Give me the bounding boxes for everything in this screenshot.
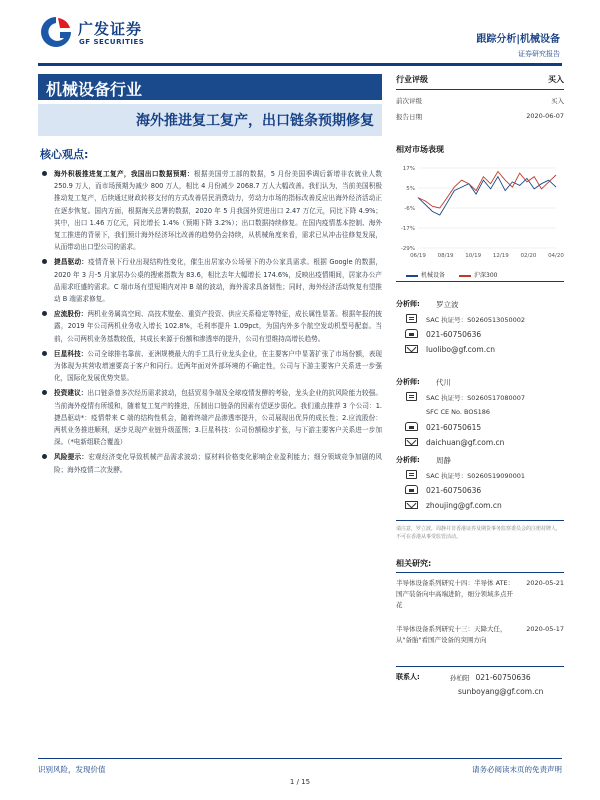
market-chart-svg [396, 160, 564, 266]
y-tick-label: 5% [406, 186, 415, 192]
paragraph-text: 宏观经济变化导致机械产品需求波动；原材料价格变化影响企业盈利能力；细分领域竞争加剧的风险；海外疫情二次发酵。 [54, 453, 383, 474]
contact-block [396, 666, 564, 696]
legend-label: 沪深300 [474, 272, 498, 279]
analyst-name: 代川 [436, 377, 451, 387]
paragraph-lead: 巨星科技： [54, 349, 88, 358]
contact-row [396, 672, 564, 682]
analyst-sac: SAC 执证号：S0260517080007 [426, 393, 526, 402]
core-paragraph [40, 387, 382, 448]
chart-legend [406, 270, 497, 279]
analyst-sac: SAC 执证号：S0260513050002 [426, 315, 526, 324]
analyst-name-row: 分析师: 罗立波 [396, 299, 459, 309]
logo-en-text: GF SECURITIES [79, 38, 145, 46]
series-line-machinery [418, 177, 556, 215]
paragraph-text: 两机业务属高空间、高技术壁垒、重资产投资、供应关系稳定等特征，成长属性显著。根据年报的披露，2019 年公司两机业务收入增长 102.8%，毛利率提升 1.09pct，为国内外多个航空发动机型号配套。当前，公司两机业务基数较低，其成长来源于份额和渗透率的提升，公司有望维持高增长趋势。 [54, 310, 383, 343]
analyst-sac-row [396, 391, 564, 403]
market-chart [396, 160, 564, 282]
paragraph-text: 出口链条曾多次经历需求波动，包括贸易争端及全球疫情发酵的考验，龙头企业的抗风险能力较强。当前海外疫情有所缓和，随着复工复产的推进，压制出口链条的因素有望逐步弱化。我们重点推荐 3 个公司：1.捷昌驱动*：疫情带来 C 端的结构性机会，随着终端产品渗透率提升，公司展现出优异的成长性；2.应流股份：两机业务推进顺利，逐步兑现产业链升级蓝图；3.巨星科技：公司份额稳步扩张，与下游主要客户关系进一步加深。（*电新组联合覆盖） [54, 389, 383, 447]
market-title: 相对市场表现 [396, 145, 444, 154]
analyst-email-row [396, 436, 564, 448]
rating-value: 买入 [548, 75, 564, 84]
analyst-sfc-row [396, 406, 564, 418]
analyst-email[interactable]: zhoujing@gf.com.cn [426, 500, 502, 510]
analyst-phone-row [396, 328, 564, 340]
contact-phone: 021-60750636 [475, 672, 531, 682]
core-paragraph [40, 168, 382, 253]
phone-icon [404, 422, 420, 432]
certificate-icon [404, 470, 420, 480]
analyst-phone-row [396, 484, 564, 496]
report-date-value: 2020-06-07 [526, 112, 564, 120]
logo-cn-text: 广发证券 [78, 20, 143, 38]
x-tick-label: 12/19 [492, 253, 509, 259]
analyst-name: 罗立波 [436, 299, 459, 309]
core-paragraph [40, 256, 382, 305]
paragraph-lead: 风险提示： [54, 453, 89, 462]
legend-label: 机械设备 [421, 272, 446, 279]
y-tick-label: -6% [404, 206, 415, 212]
report-sub: 证券研究报告 [518, 50, 560, 58]
analyst-email[interactable]: daichuan@gf.com.cn [426, 437, 505, 447]
related-research-text[interactable]: 半导体设备系列研究十四：半导体 ATE：国产装备向中高端进阶，细分领域多点开花 [396, 579, 515, 609]
x-tick-label: 10/19 [465, 253, 482, 259]
related-research-title: 相关研究: [396, 558, 564, 573]
analyst-email-row [396, 343, 564, 355]
prev-rating-value: 买入 [551, 97, 564, 105]
core-paragraph [40, 308, 382, 345]
related-research-item[interactable] [396, 624, 564, 646]
email-icon [404, 437, 420, 447]
certificate-icon [404, 392, 420, 402]
prev-rating-label: 前次评级 [396, 97, 422, 105]
rating-title: 行业评级 [396, 75, 428, 84]
analyst-name-row: 分析师: 周静 [396, 455, 451, 465]
bullet-icon [42, 259, 47, 264]
analyst-sac-row [396, 313, 564, 325]
core-views-title: 核心观点: [40, 148, 89, 161]
bullet-icon [42, 171, 47, 176]
x-tick-label: 08/19 [437, 253, 454, 259]
paragraph-text: 公司全球排名靠前、亚洲规模最大的手工具行业龙头企业，在主要客户中显著扩张了市场份额，表现为体现为其营收增速要高于客户和同行。近两年面对外部环境的不确定性，公司与下游主要客户关系进一步强化，国际化发展优势突显。 [54, 349, 383, 383]
analyst-email-row [396, 499, 564, 511]
contact-email[interactable]: sunboyang@gf.com.cn [458, 687, 544, 696]
paragraph-lead: 投资建议： [54, 389, 88, 398]
header-divider [38, 63, 562, 66]
analyst-email[interactable]: luolibo@gf.com.cn [426, 344, 495, 354]
x-tick-label: 06/19 [410, 253, 426, 259]
analyst-sac-row [396, 469, 564, 481]
legend-item [406, 270, 445, 279]
certificate-icon [404, 314, 420, 324]
x-tick-label: 02/20 [520, 253, 537, 259]
analyst-disclaimer: 请注意，罗立波，周静并非香港证券及期货事务监察委员会的注册持牌人，不可在香港从事受监管活动。 [396, 520, 564, 541]
analyst-name-row: 分析师: 代川 [396, 377, 451, 387]
rating-header [396, 74, 564, 90]
core-views-body [40, 168, 382, 479]
paragraph-lead: 捷昌驱动： [54, 258, 89, 267]
related-research-date: 2020-05-17 [526, 625, 564, 633]
prev-rating-row [396, 96, 564, 105]
industry-title: 机械设备行业 [38, 74, 382, 100]
y-tick-label: -29% [400, 246, 415, 252]
analyst-sfc: SFC CE No. BOS186 [426, 408, 491, 416]
core-paragraph [40, 451, 382, 475]
bullet-icon [42, 311, 47, 316]
legend-item [459, 270, 497, 279]
phone-icon [404, 329, 420, 339]
footer-divider [38, 758, 562, 759]
report-headline: 海外推进复工复产，出口链条预期修复 [38, 104, 382, 136]
analyst-phone: 021-60750615 [426, 422, 482, 432]
x-tick-label: 04/20 [548, 253, 564, 259]
paragraph-lead: 应流股份： [54, 310, 88, 319]
header-right [476, 30, 560, 59]
related-research-item[interactable] [396, 578, 564, 611]
bullet-icon [42, 390, 47, 395]
bullet-icon [42, 351, 47, 356]
gf-logo [38, 14, 168, 54]
related-research-date: 2020-05-21 [526, 579, 564, 587]
paragraph-text: 疫情背景下行业出现结构性变化，催生出居家办公场景下的办公家具需求。根据 Google 的数据，2020 年 3 月-5 月家居办公桌的搜索指数为 83.6，相比去年大幅增长 174.6%，反映出疫情期间，居家办公产品需求旺盛的需求。C 端市场有望短期内对冲 B 端的波动，海外需求具备韧性；同时，海外经济活动恢复有望推动 B 端需求修复。 [54, 258, 383, 304]
contact-name: 孙柏阳 [450, 673, 470, 682]
analyst-phone: 021-60750636 [426, 329, 482, 339]
email-icon [404, 500, 420, 510]
report-date-row [396, 112, 564, 121]
paragraph-text: 根据美国劳工部的数据，5 月份美国季调后新增非农就业人数 250.9 万人，而市场预期为减少 800 万人，相比 4 月份减少 2068.7 万人大幅改善。我们认为，当前美国积极推动复工复产，后续通过财政转移支付的方式改善居民消费动力，劳动力市场的指标改善反应出海外经济活动正在逐步恢复。国内方面，根据海关总署的数据，2020 年 5 月我国外贸进出口 2.47 万亿元，同比下降 4.9%；其中，出口 1.46 万亿元，同比增长 1.4%（预期下降 3.2%）；出口数据持续修复。在国内疫情基本控制、海外复工推进的背景下，我们预计海外经济环比改善的趋势仍会持续，从机械角度来看，需求已从冲击往修复发展，从而带动出口型公司的需求。 [54, 170, 382, 252]
footer-disclaimer-note: 请务必阅读末页的免责声明 [472, 765, 562, 774]
related-research-text[interactable]: 半导体设备系列研究十三：天降大任，从"备胎"看国产设备的突围方向 [396, 625, 507, 644]
y-tick-label: -17% [400, 226, 415, 232]
core-paragraph [40, 348, 382, 385]
y-tick-label: 17% [402, 166, 415, 172]
report-date-label: 报告日期 [396, 113, 422, 121]
footer-slogan: 识别风险，发现价值 [38, 765, 106, 774]
email-icon [404, 344, 420, 354]
analyst-sac: SAC 执证号：S0260519090001 [426, 471, 526, 480]
contact-label: 联系人: [396, 673, 420, 681]
analyst-phone: 021-60750636 [426, 485, 482, 495]
series-line-csi300 [418, 172, 556, 209]
gf-logo-icon [38, 14, 74, 50]
bullet-icon [42, 454, 47, 459]
analyst-phone-row [396, 421, 564, 433]
report-type: 跟踪分析|机械设备 [476, 34, 560, 45]
page-number: 1 / 15 [289, 778, 311, 786]
phone-icon [404, 485, 420, 495]
analyst-name: 周静 [436, 455, 451, 465]
page-header [0, 0, 600, 66]
paragraph-lead: 海外积极推进复工复产，我国出口数据预期： [54, 170, 194, 178]
